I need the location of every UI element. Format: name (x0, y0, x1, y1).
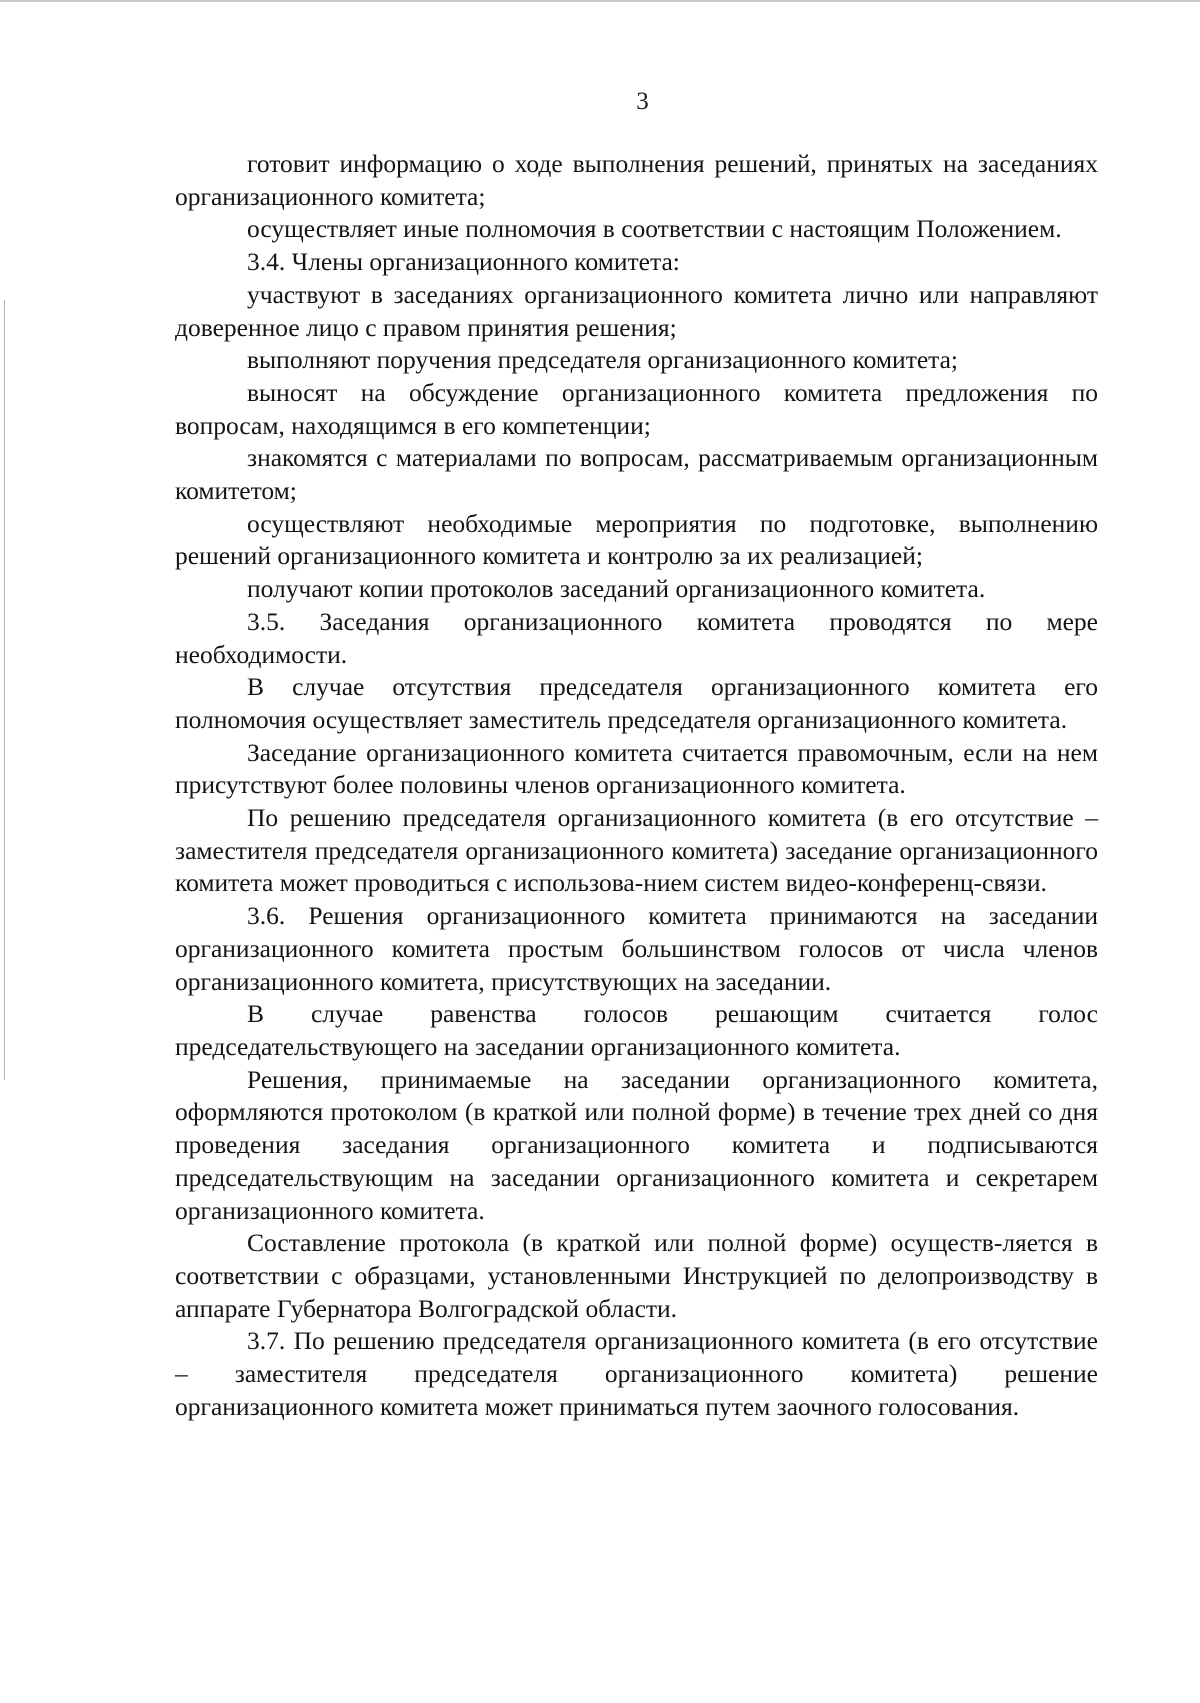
paragraph: знакомятся с материалами по вопросам, рассматриваемым организационным комитетом; (175, 443, 1098, 506)
paragraph: Решения, принимаемые на заседании организационного комитета, оформляются протоколом (в краткой или полной форме) в течение трех дней со дня проведения заседания организационного комитета и подписываются председательствующим на заседании организационного комитета и секретарем организационного комитета. (175, 1064, 1098, 1225)
paragraph: готовит информацию о ходе выполнения решений, принятых на заседаниях организационного комитета; (175, 149, 1098, 211)
scan-edge-top (0, 0, 1200, 2)
paragraph: участвуют в заседаниях организационного комитета лично или направляют доверенное лицо с правом принятия решения; (175, 279, 1098, 342)
paragraph: выполняют поручения председателя организационного комитета; (247, 345, 959, 375)
paragraph: 3.7. По решению председателя организационного комитета (в его отсутствие – заместителя председателя организационного комитета) решение организационного комитета может приниматься путем заочного голосования. (175, 1326, 1098, 1421)
paragraph: Заседание организационного комитета считается правомочным, если на нем присутствуют более половины членов организационного комитета. (175, 737, 1098, 800)
paragraph: осуществляет иные полномочия в соответствии с настоящим Положением. (247, 214, 1062, 244)
paragraph: 3.4. Члены организационного комитета: (247, 247, 680, 277)
paragraph: В случае отсутствия председателя организационного комитета его полномочия осуществляет заместитель председателя организационного комитета. (175, 672, 1098, 734)
paragraph: получают копии протоколов заседаний организационного комитета. (247, 574, 986, 604)
paragraph: осуществляют необходимые мероприятия по подготовке, выполнению решений организационного комитета и контролю за их реализацией; (175, 508, 1098, 571)
paragraph: Составление протокола (в краткой или полной форме) осуществ-ляется в соответствии с образцами, установленными Инструкцией по делопроизводству в аппарате Губернатора Волгоградской области. (175, 1228, 1098, 1323)
paragraph: По решению председателя организационного комитета (в его отсутствие – заместителя председателя организационного комитета) заседание организационного комитета может проводиться с использова-нием систем видео-конференц-связи. (175, 803, 1098, 898)
document-body (175, 148, 1098, 1423)
paragraph: 3.5. Заседания организационного комитета проводятся по мере необходимости. (175, 606, 1098, 669)
paragraph: выносят на обсуждение организационного комитета предложения по вопросам, находящимся в его компетенции; (175, 377, 1098, 440)
scan-edge-left (4, 300, 5, 1080)
paragraph: 3.6. Решения организационного комитета принимаются на заседании организационного комитета простым большинством голосов от числа членов организационного комитета, присутствующих на заседании. (175, 901, 1098, 996)
page-number: 3 (636, 88, 649, 115)
paragraph: В случае равенства голосов решающим считается голос председательствующего на заседании организационного комитета. (175, 999, 1098, 1061)
